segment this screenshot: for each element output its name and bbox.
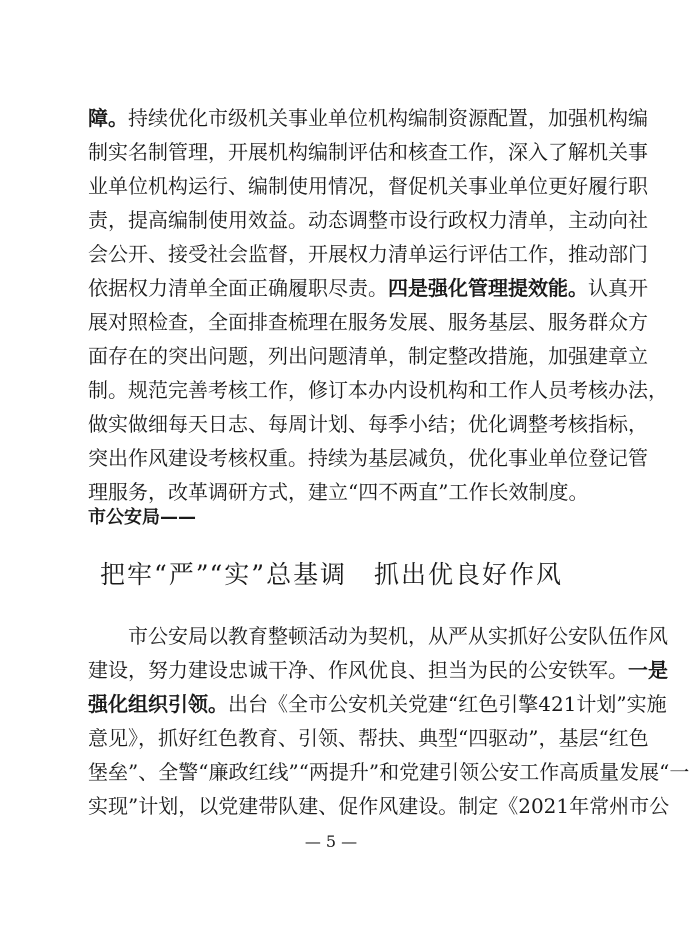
text-segment: 认真开	[588, 276, 648, 300]
bold-text: 一是	[628, 658, 668, 682]
text-segment: 责，提高编制使用效益。动态调整市设行政权力清单，主动向社	[88, 208, 648, 232]
text-segment: 依据权力清单全面正确履职尽责。	[88, 276, 388, 300]
text-segment: 持续优化市级机关事业单位机构编制资源配置，加强机构编	[128, 106, 648, 130]
text-segment: 业单位机构运行、编制使用情况，督促机关事业单位更好履行职	[88, 174, 648, 198]
text-segment: 理服务，改革调研方式，建立“四不两直”工作长效制度。	[88, 480, 589, 504]
bold-text: 强化组织引领。	[88, 692, 228, 716]
text-segment: 建设，努力建设忠诚干净、作风优良、担当为民的公安铁军。	[88, 658, 628, 682]
bold-text: 四是强化管理提效能。	[388, 276, 588, 300]
text-segment: 会公开、接受社会监督，开展权力清单运行评估工作，推动部门	[88, 242, 648, 266]
text-line	[88, 689, 667, 719]
text-line	[88, 443, 648, 473]
text-line	[88, 205, 648, 235]
text-line	[88, 273, 648, 303]
page-number: — 5 —	[304, 832, 358, 851]
text-line	[88, 409, 648, 439]
text-line	[88, 103, 648, 133]
text-line	[88, 171, 648, 201]
text-line	[88, 137, 648, 167]
section-heading: 市公安局——	[88, 507, 196, 528]
text-segment: 做实做细每天日志、每周计划、每季小结；优化调整考核指标，	[88, 412, 648, 436]
text-segment: 面存在的突出问题，列出问题清单，制定整改措施，加强建章立	[88, 344, 648, 368]
text-segment: 实现”计划，以党建带队建、促作风建设。制定《2021年常州市公	[88, 794, 670, 818]
text-segment: 突出作风建设考核权重。持续为基层减负，优化事业单位登记管	[88, 446, 648, 470]
text-segment: 制实名制管理，开展机构编制评估和核查工作，深入了解机关事	[88, 140, 648, 164]
text-line	[88, 341, 648, 371]
text-segment: 展对照检查，全面排查梳理在服务发展、服务基层、服务群众方	[88, 310, 648, 334]
text-segment: 市公安局以教育整顿活动为契机，从严从实抓好公安队伍作风	[128, 624, 668, 648]
bold-text: 障。	[88, 106, 128, 130]
text-line	[88, 791, 670, 821]
text-line	[88, 375, 668, 405]
text-line	[88, 757, 689, 787]
text-line	[88, 621, 668, 651]
text-segment: 意见》，抓好红色教育、引领、帮扶、典型“四驱动”，基层“红色	[88, 726, 649, 750]
text-line	[88, 723, 649, 753]
text-segment: 出台《全市公安机关党建“红色引擎421计划”实施	[228, 692, 667, 716]
text-segment: 制。规范完善考核工作，修订本办内设机构和工作人员考核办法，	[88, 378, 668, 402]
article-title: 把牢“严”“实”总基调 抓出优良好作风	[100, 560, 562, 589]
text-line	[88, 239, 648, 269]
text-line	[88, 307, 648, 337]
text-line	[88, 655, 668, 685]
text-segment: 堡垒”、全警“廉政红线”“两提升”和党建引领公安工作高质量发展“一	[88, 760, 689, 784]
